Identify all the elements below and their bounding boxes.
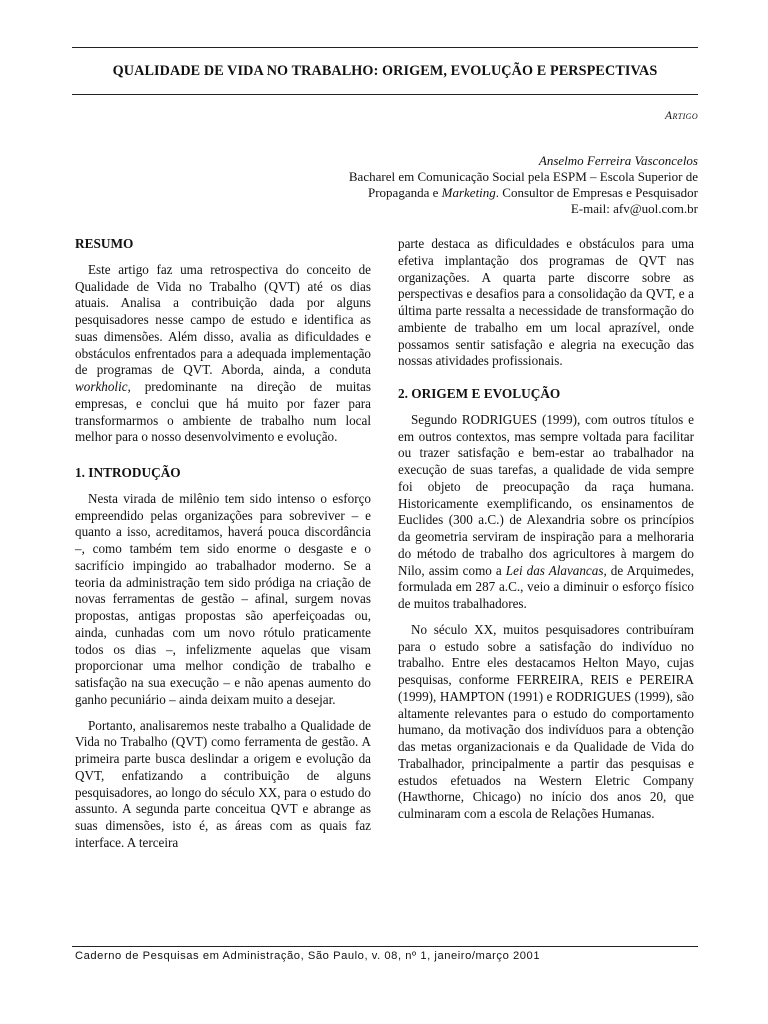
title-rule	[72, 94, 698, 95]
author-affiliation-line2	[278, 185, 698, 201]
intro-paragraph-1: Nesta virada de milênio tem sido intenso o esforço empreendido pelas organizações para sobreviver – e quanto a isso, acreditamos, haverá pouca discordância –, como também tem sido enorme o desgaste e o sacrifício impingido ao trabalhador moderno. Se a teoria da administração tem sido pródiga na criação de novas ferramentas de gestão – afinal, surgem novas propostas, antigas propostas são aperfeiçoadas ou, ainda, cunhadas com um novo rótulo praticamente todos os dias –, infelizmente aquelas que visam proporcionar uma melhor condição de trabalho e satisfação na sua execução – e não apenas aumento do ganho pecuniário – ainda deixam muito a desejar.	[75, 490, 371, 707]
resumo-text-a: Este artigo faz uma retrospectiva do conceito de Qualidade de Vida no Trabalho (QVT) até os dias atuais. Analisa a contribuição dada por alguns pesquisadores nesse campo de estudo e identifica as suas dimensões. Além disso, avalia as dificuldades e obstáculos enfrentados para a adequada implementação de programas de QVT. Aborda, ainda, a conduta	[75, 261, 371, 378]
resumo-emphasis: workholic,	[75, 379, 131, 394]
author-block	[278, 153, 698, 217]
footer-rule	[72, 946, 698, 947]
article-title: QUALIDADE DE VIDA NO TRABALHO: ORIGEM, EVOLUÇÃO E PERSPECTIVAS	[112, 63, 658, 79]
author-name: Anselmo Ferreira Vasconcelos	[538, 153, 698, 168]
resumo-heading: RESUMO	[75, 236, 134, 251]
origem-emphasis: Lei das Alavancas	[505, 562, 604, 578]
resumo-text-b: predominante na direção de muitas empresas, e conclui que há muito por fazer para transformarmos o ambiente de trabalho num local melhor para o nosso desenvolvimento e evolução.	[75, 379, 371, 445]
resumo-paragraph	[75, 262, 371, 446]
top-rule	[72, 47, 698, 48]
intro-heading: 1. INTRODUÇÃO	[75, 465, 181, 480]
journal-footer: Caderno de Pesquisas em Administração, São Paulo, v. 08, nº 1, janeiro/março 2001	[75, 950, 541, 962]
origem-paragraph-1	[398, 412, 694, 613]
affiliation-text-a: Propaganda e	[368, 185, 442, 200]
affiliation-text-b: . Consultor de Empresas e Pesquisador	[495, 185, 698, 200]
intro-paragraph-2: Portanto, analisaremos neste trabalho a Qualidade de Vida no Trabalho (QVT) como ferramenta de gestão. A primeira parte busca deslindar a origem e evolução da QVT, enfatizando a contribuição de alguns pesquisadores, ao longo do século XX, para o estudo do assunto. A segunda parte conceitua QVT e abrange as suas dimensões, isto é, as áreas com as quais faz interface. A terceira	[75, 717, 371, 850]
origem-paragraph-2: No século XX, muitos pesquisadores contribuíram para o estudo sobre a satisfação do indivíduo no trabalho. Entre eles destacamos Helton Mayo, cujas pesquisas, conforme FERREIRA, REIS e PEREIRA (1999), HAMPTON (1991) e RODRIGUES (1999), são altamente relevantes para o estudo do comportamento humano, da motivação dos indivíduos para a obtenção das metas organizacionais e da Qualidade de Vida do Trabalhador, principalmente a partir das pesquisas e estudos efetuados na Western Eletric Company (Hawthorne, Chicago) no início dos anos 20, que culminaram com a escola de Relações Humanas.	[398, 621, 694, 821]
intro-paragraph-3: parte destaca as dificuldades e obstáculos para uma efetiva implantação dos programas de QVT nas organizações. A quarta parte discorre sobre as perspectivas e desafios para a consolidação da QVT, e a última parte ressalta a necessidade de transformação do ambiente de trabalho em um local aprazível, onde possamos sentir satisfação e alegria na execução das nossas atividades profissionais.	[398, 236, 694, 369]
author-email: E-mail: afv@uol.com.br	[570, 201, 698, 216]
right-column	[398, 236, 694, 823]
origem-text-a: Segundo RODRIGUES (1999), com outros títulos e em outros contextos, mas sempre voltada para facilitar ou trazer satisfação e bem-estar ao trabalhador na execução de suas tarefas, a qualidade de vida sempre foi objeto de preocupação da raça humana. Historicamente exemplificando, os ensinamentos de Euclides (300 a.C.) de Alexandria sobre os princípios da geometria serviram de inspiração para a melhoraria do método de trabalho dos agricultores à margem do Nilo, assim como a	[398, 411, 694, 578]
affiliation-emphasis: Marketing	[441, 185, 496, 200]
author-affiliation-line1: Bacharel em Comunicação Social pela ESPM – Escola Superior de	[348, 169, 698, 184]
left-column	[75, 236, 371, 852]
origem-heading: 2. ORIGEM E EVOLUÇÃO	[398, 386, 561, 401]
origem-text-b: , de Arquimedes, formulada em 287 a.C., veio a diminuir o esforço físico de muitos trabalhadores.	[398, 562, 695, 611]
section-label: Artigo	[665, 110, 698, 122]
